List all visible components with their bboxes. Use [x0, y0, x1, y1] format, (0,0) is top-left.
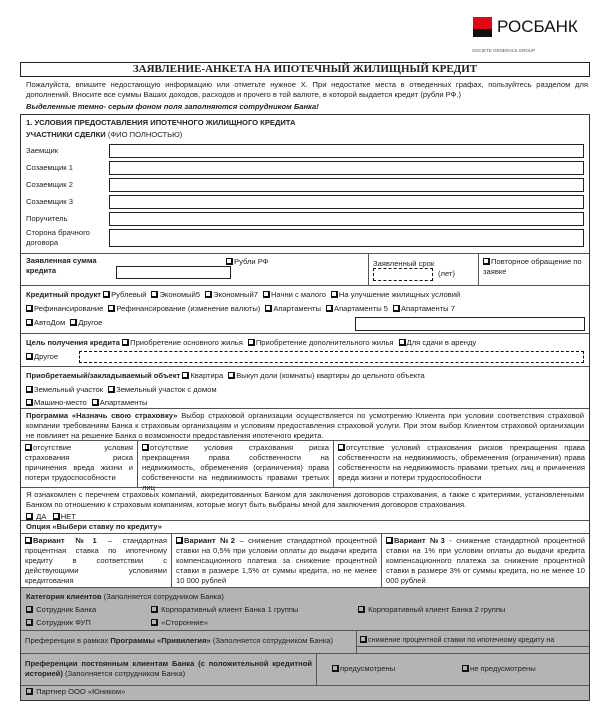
ack-no-checkbox[interactable]	[53, 512, 76, 521]
checkbox-label: отсутствие условия страхования риска прекращения права собственности на недвижимость, обременения (ограничения) права собственности на недвижимость правами третьих лиц	[142, 443, 329, 492]
privilege-note: (Заполняется сотрудником Банка)	[210, 636, 334, 645]
checkbox-label: Апартаменты	[99, 398, 148, 407]
coborrower1-row	[26, 159, 584, 176]
amount-label: Заявленная сумма кредита	[26, 256, 97, 275]
coborrower3-input[interactable]	[109, 195, 584, 209]
checkbox-icon	[399, 339, 406, 346]
checkbox-icon	[265, 305, 272, 312]
checkbox-label: Корпоративный клиент Банка 2 группы	[368, 605, 506, 614]
loyal-label	[21, 654, 316, 685]
logo-name: РОСБАНК	[497, 17, 578, 36]
checkbox-label: Машино-место	[34, 398, 87, 407]
insurance-option-1[interactable]	[21, 441, 137, 487]
checkbox-label: Земельный участок	[34, 384, 104, 394]
logo-group: SOCIETE GENERALE GROUP	[472, 48, 536, 53]
checkbox-label: отсутствие условия страхования риска причинения вреда жизни и потери трудоспособности	[25, 443, 133, 482]
checkbox-label: Квартира	[190, 371, 224, 380]
checkbox-icon	[26, 688, 33, 695]
amount-input[interactable]	[116, 266, 231, 279]
variant-name: Вариант №1	[33, 536, 97, 545]
rosbank-logo	[473, 17, 578, 37]
coborrower3-row	[26, 193, 584, 210]
checkbox-icon	[122, 339, 129, 346]
category-corp-2[interactable]	[358, 603, 505, 616]
checkbox-icon	[338, 444, 345, 451]
privilege-rate-checkbox[interactable]	[356, 631, 589, 653]
page-title: ЗАЯВЛЕНИЕ-АНКЕТА НА ИПОТЕЧНЫЙ ЖИЛИЩНЫЙ КРЕДИТ	[20, 62, 590, 77]
loyal-bold: Преференции постоянным клиентам Банка (с положительной кредитной историей)	[25, 659, 312, 678]
insurance-text: Выбор страховой организации осуществляется по усмотрению Клиента при условии соответствия страховой компании требованиям Банка к страховым организациям и условиям предоставления страховой услуги. При этом выбор Клиентом страховой организации не повлияет на решение Банка о возможности предоставления ипотечного кредита.	[26, 411, 584, 440]
object-option-checkbox[interactable]	[92, 398, 148, 407]
checkbox-label: ДА	[36, 512, 47, 521]
privilege-label	[21, 631, 356, 653]
checkbox-icon	[151, 606, 158, 613]
marriage-party-row	[26, 227, 584, 249]
checkbox-icon	[26, 353, 33, 360]
checkbox-icon	[108, 386, 115, 393]
variant-text: - снижение стандартной процентной ставки на 1% при условии оплаты до выдачи кредита компенсационного платежа за снижение процентной ставки в размере 3% от суммы кредита, но не менее 10 000 рублей	[386, 536, 586, 585]
checkbox-icon	[151, 619, 158, 626]
checkbox-icon	[103, 291, 110, 298]
checkbox-label: Приобретение основного жилья	[130, 338, 243, 347]
purpose-option-checkbox[interactable]	[26, 352, 58, 361]
checkbox-label: Для сдачи в аренду	[406, 338, 477, 347]
checkbox-icon	[360, 636, 367, 643]
ack-text: Я ознакомлен с перечнем страховых компаний, аккредитованных Банком для заключения договоров страхования, а также с критериями, установленными Банком по отношению к страховым компаниям, которые могут быть выбраны мной для заключения договоров страхования.	[26, 490, 584, 509]
staff-note: Выделенные темно- серым фоном поля заполняются сотрудником Банка!	[26, 102, 319, 111]
product-option-checkbox[interactable]	[331, 290, 460, 299]
checkbox-label: Повторное обращение по заявке	[483, 257, 582, 276]
checkbox-label: снижение процентной ставки по ипотечному кредиту на	[368, 635, 555, 644]
checkbox-label: Апартаменты 7	[400, 304, 455, 313]
checkbox-label: Выкуп доли (комнаты) квартиры до цельного объекта	[236, 371, 425, 380]
object-option-checkbox[interactable]	[26, 385, 103, 394]
category-fup-employee[interactable]	[26, 616, 91, 629]
purpose-option-checkbox[interactable]	[122, 338, 243, 347]
partner-checkbox[interactable]	[21, 686, 589, 700]
checkbox-label: не предусмотрены	[470, 664, 536, 673]
purpose-option-checkbox[interactable]	[248, 338, 394, 347]
ack-yes-checkbox[interactable]	[26, 512, 46, 521]
checkbox-label: Другое	[34, 352, 59, 361]
variant-text: – стандартная процентная ставка по ипотечному кредиту в соответствии с действующими условиями кредитования	[25, 536, 167, 585]
checkbox-label: Апартаменты	[273, 304, 321, 313]
privilege-bold: Программы «Привилегия»	[110, 636, 211, 645]
repeat-request-checkbox[interactable]	[483, 257, 588, 277]
product-label: Кредитный продукт	[26, 290, 101, 299]
checkbox-label: НЕТ	[60, 512, 76, 521]
product-option-checkbox[interactable]	[70, 318, 102, 327]
product-option-checkbox[interactable]	[263, 290, 326, 299]
checkbox-icon	[25, 537, 32, 544]
intro-text: Пожалуйста, впишите недостающую информацию или отметьте нужное Х. При недостатке места в отведенных графах, пользуйтесь разделом для дополнений. Вносите все суммы Ваших доходов, расходов и прочего в той валюте, в которой выдается кредит (рубли РФ.)	[26, 80, 588, 99]
row-label: Заемщик	[26, 145, 59, 155]
row-label: Созаемщик 2	[26, 179, 73, 189]
checkbox-label: Партнер ООО «Юником»	[36, 687, 126, 696]
object-option-checkbox[interactable]	[108, 385, 216, 394]
term-unit: (лет)	[438, 269, 455, 278]
variant-text: – снижение стандартной процентной ставки на 0,5% при условии оплаты до выдачи кредита компенсационного платежа за снижение процентной ставки в размере 1,5% от суммы кредита, но не менее 10 000 рублей	[176, 536, 377, 585]
checkbox-label: Сотрудник ФУП	[36, 618, 91, 627]
purpose-label: Цель получения кредита	[26, 338, 120, 347]
insurance-option-3[interactable]	[333, 441, 589, 487]
checkbox-icon	[263, 291, 270, 298]
category-bank-employee[interactable]	[26, 603, 96, 616]
checkbox-icon	[393, 305, 400, 312]
checkbox-label: Корпоративный клиент Банка 1 группы	[161, 605, 299, 614]
purpose-option-checkbox[interactable]	[399, 338, 477, 347]
purpose-other-input[interactable]	[79, 351, 584, 363]
checkbox-icon	[226, 258, 233, 265]
row-label: Сторона брачного договора	[26, 228, 90, 247]
variant-name: Вариант №2	[184, 536, 235, 545]
checkbox-label: Сотрудник Банка	[36, 605, 97, 614]
checkbox-icon	[70, 319, 77, 326]
checkbox-icon	[326, 305, 333, 312]
row-label: Созаемщик 1	[26, 162, 73, 172]
checkbox-icon	[26, 399, 33, 406]
participants-label: УЧАСТНИКИ СДЕЛКИ	[26, 130, 106, 139]
term-label: Заявленный срок	[373, 259, 435, 268]
checkbox-label: Рефинансирование	[34, 304, 104, 313]
application-form	[20, 114, 590, 701]
section-title: 1. УСЛОВИЯ ПРЕДОСТАВЛЕНИЯ ИПОТЕЧНОГО ЖИЛИЩНОГО КРЕДИТА	[26, 118, 296, 127]
variant-name: Вариант №3	[394, 536, 445, 545]
rate-variant-3[interactable]	[381, 534, 589, 587]
logo-mark-icon	[473, 17, 492, 37]
checkbox-icon	[358, 606, 365, 613]
row-label: Поручитель	[26, 213, 68, 223]
checkbox-label: На улучшение жилищных условий	[338, 290, 461, 299]
object-option-checkbox[interactable]	[228, 371, 425, 380]
checkbox-label: Приобретение дополнительного жилья	[255, 338, 394, 347]
loyal-no-checkbox[interactable]	[462, 664, 536, 674]
category-external[interactable]	[151, 616, 208, 629]
object-option-checkbox[interactable]	[182, 371, 223, 380]
checkbox-icon	[386, 537, 393, 544]
checkbox-label: Экономый5	[159, 290, 201, 299]
checkbox-icon	[331, 291, 338, 298]
guarantor-row	[26, 210, 584, 227]
coborrower1-input[interactable]	[109, 161, 584, 175]
loyal-yes-checkbox[interactable]	[332, 664, 395, 674]
checkbox-label: Экономный7	[213, 290, 258, 299]
marriage-party-input[interactable]	[109, 229, 584, 247]
checkbox-label: предусмотрены	[340, 664, 396, 673]
checkbox-label: Другое	[78, 318, 103, 327]
checkbox-icon	[25, 444, 32, 451]
product-option-checkbox[interactable]	[103, 290, 146, 299]
product-option-checkbox[interactable]	[26, 304, 103, 313]
rate-variant-2[interactable]	[171, 534, 381, 587]
product-other-input[interactable]	[355, 317, 585, 331]
guarantor-input[interactable]	[109, 212, 584, 226]
checkbox-label: отсутствие условий страхования рисков прекращения права собственности на недвижимость, обременения (ограничения) права собственности на недвижимость правами третьих лиц и причинения вреда жизни и потери трудоспособности	[338, 443, 585, 482]
checkbox-icon	[176, 537, 183, 544]
insurance-option-2[interactable]	[137, 441, 333, 492]
checkbox-icon	[92, 399, 99, 406]
product-option-checkbox[interactable]	[326, 304, 388, 313]
checkbox-icon	[332, 665, 339, 672]
checkbox-label: Земельный участок с домом	[116, 384, 217, 394]
checkbox-label: АвтоДом	[34, 318, 66, 327]
checkbox-label: Рубли РФ	[234, 257, 269, 266]
product-option-checkbox[interactable]	[108, 304, 260, 313]
checkbox-icon	[151, 291, 158, 298]
product-option-checkbox[interactable]	[26, 318, 65, 327]
checkbox-icon	[26, 305, 33, 312]
insurance-label: Программа «Назначь свою страховку»	[26, 411, 178, 420]
product-option-checkbox[interactable]	[151, 290, 200, 299]
participants-note: (ФИО ПОЛНОСТЬЮ)	[107, 130, 183, 139]
coborrower2-row	[26, 176, 584, 193]
checkbox-label: Рублевый	[111, 290, 147, 299]
checkbox-icon	[142, 444, 149, 451]
category-corp-1[interactable]	[151, 603, 298, 616]
checkbox-label: Начни с малого	[270, 290, 326, 299]
currency-checkbox[interactable]	[226, 257, 269, 267]
borrower-input[interactable]	[109, 144, 584, 158]
checkbox-icon	[26, 606, 33, 613]
product-option-checkbox[interactable]	[205, 290, 258, 299]
product-option-checkbox[interactable]	[265, 304, 321, 313]
coborrower2-input[interactable]	[109, 178, 584, 192]
category-note: (Заполняется сотрудником Банка)	[103, 592, 224, 601]
checkbox-icon	[182, 372, 189, 379]
row-label: Созаемщик 3	[26, 196, 73, 206]
checkbox-icon	[26, 513, 33, 520]
category-label: Категория клиентов	[26, 592, 102, 601]
checkbox-icon	[53, 513, 60, 520]
checkbox-label: «Сторонние»	[161, 618, 208, 627]
checkbox-label: Рефинансирование (изменение валюты)	[116, 304, 261, 313]
rate-option-label: Опция «Выбери ставку по кредиту»	[21, 521, 589, 534]
checkbox-label: Апартаменты 5	[334, 304, 388, 313]
term-input[interactable]	[373, 268, 433, 281]
checkbox-icon	[483, 258, 490, 265]
checkbox-icon	[248, 339, 255, 346]
loyal-note: (Заполняется сотрудником Банка)	[62, 669, 186, 678]
checkbox-icon	[228, 372, 235, 379]
checkbox-icon	[26, 319, 33, 326]
product-option-checkbox[interactable]	[393, 304, 455, 313]
borrower-row	[26, 142, 584, 159]
checkbox-icon	[205, 291, 212, 298]
object-option-checkbox[interactable]	[26, 398, 87, 407]
checkbox-icon	[462, 665, 469, 672]
checkbox-icon	[26, 619, 33, 626]
privilege-pre: Преференции в рамках	[25, 636, 111, 645]
rate-variant-1[interactable]	[21, 534, 171, 587]
checkbox-icon	[26, 386, 33, 393]
object-label: Приобретаемый/закладываемый объект	[26, 371, 181, 380]
checkbox-icon	[108, 305, 115, 312]
